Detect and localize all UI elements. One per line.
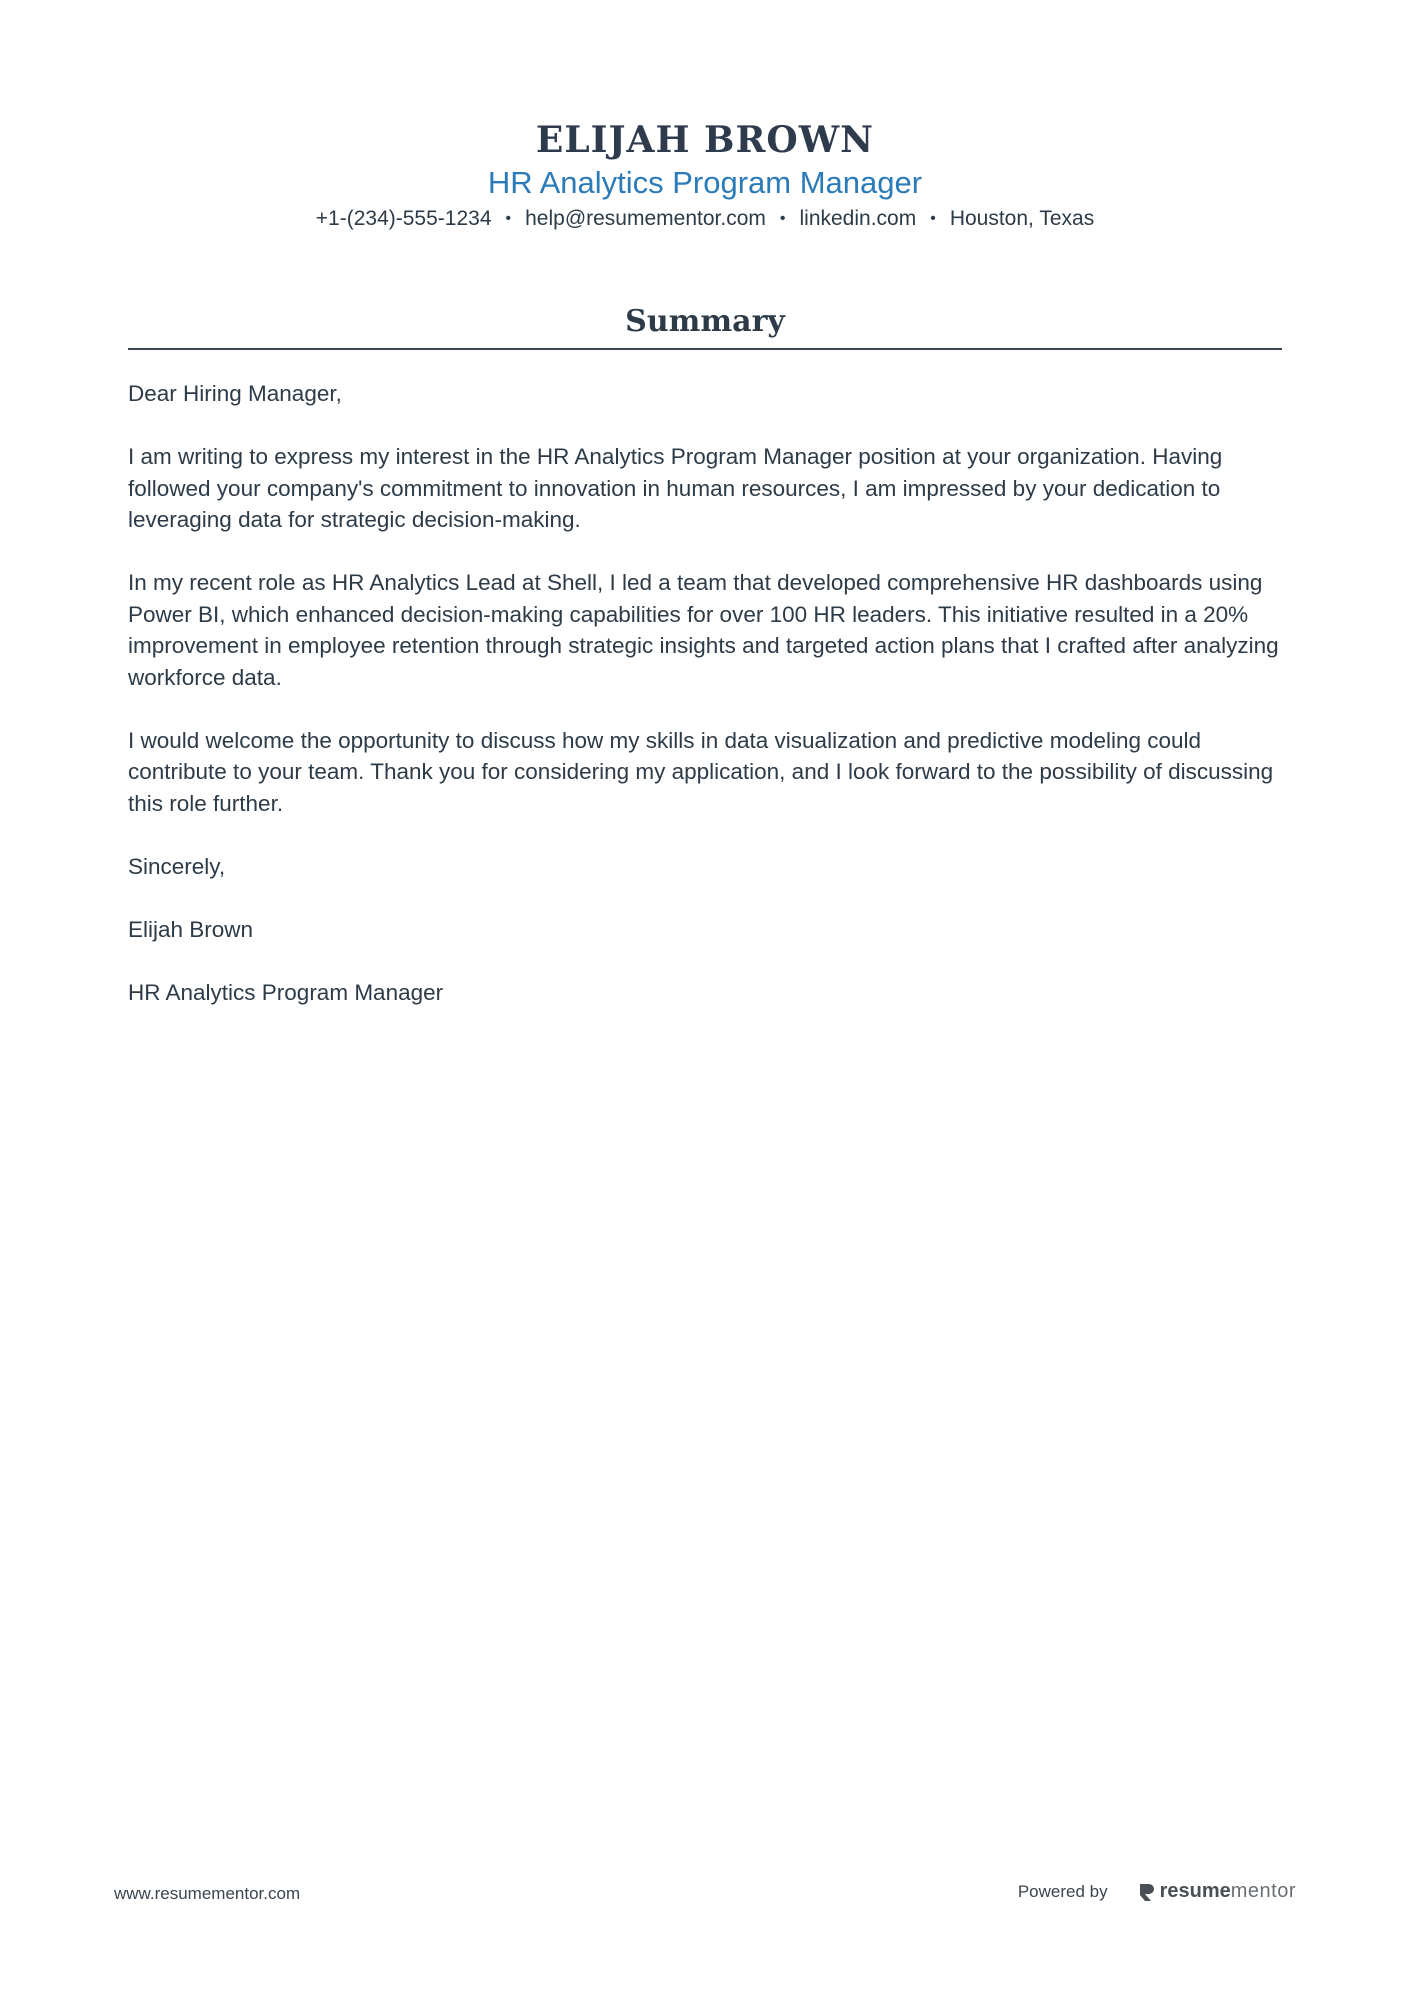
contact-separator: • (930, 210, 936, 227)
footer-branding (1018, 1880, 1296, 1903)
contact-line (0, 205, 1410, 233)
salutation: Dear Hiring Manager, (128, 381, 342, 406)
letter-paragraph: I would welcome the opportunity to discuss how my skills in data visualization and predictive modeling could contribute to your team. Thank you for considering my application, and I look forward to the possibility of discussing this role further. (128, 727, 1274, 816)
applicant-title: HR Analytics Program Manager (487, 165, 923, 200)
brand-name-strong: resume (1159, 1880, 1231, 1902)
closing: Sincerely, (128, 853, 226, 879)
brand-logo[interactable] (1138, 1880, 1296, 1903)
letter-paragraph: I am writing to express my interest in the HR Analytics Program Manager position at your organization. Having followed your company's commitment to innovation in human resources, I am impressed by your dedication to leveraging data for strategic decision-making. (128, 444, 1223, 532)
section-divider (128, 348, 1282, 350)
contact-phone: +1-(234)-555-1234 (315, 207, 492, 230)
brand-name-light: mentor (1230, 1880, 1296, 1902)
applicant-name: ELIJAH BROWN (535, 119, 875, 161)
contact-separator: • (779, 210, 786, 227)
signature-title: HR Analytics Program Manager (128, 979, 444, 1005)
section-title: Summary (625, 304, 785, 339)
resumementor-logo-icon (1138, 1882, 1156, 1902)
contact-location: Houston, Texas (949, 207, 1095, 230)
letter-paragraph: In my recent role as HR Analytics Lead at Shell, I led a team that developed comprehensive HR dashboards using Power BI, which enhanced decision-making capabilities for over 100 HR leaders. This initiative resulted in a 20% improvement in employee retention through strategic insights and targeted action plans that I crafted after analyzing workforce data. (128, 570, 1279, 690)
contact-email: help@resumementor.com (525, 207, 766, 230)
contact-linkedin: linkedin.com (799, 207, 917, 230)
signature-name: Elijah Brown (128, 916, 254, 942)
contact-separator: • (505, 210, 512, 227)
powered-by-label: Powered by (1017, 1881, 1108, 1901)
footer-website[interactable]: www.resumementor.com (114, 1884, 301, 1903)
summary-section-header (128, 302, 1282, 350)
letter-header (0, 116, 1410, 233)
letter-body (128, 378, 1288, 1040)
